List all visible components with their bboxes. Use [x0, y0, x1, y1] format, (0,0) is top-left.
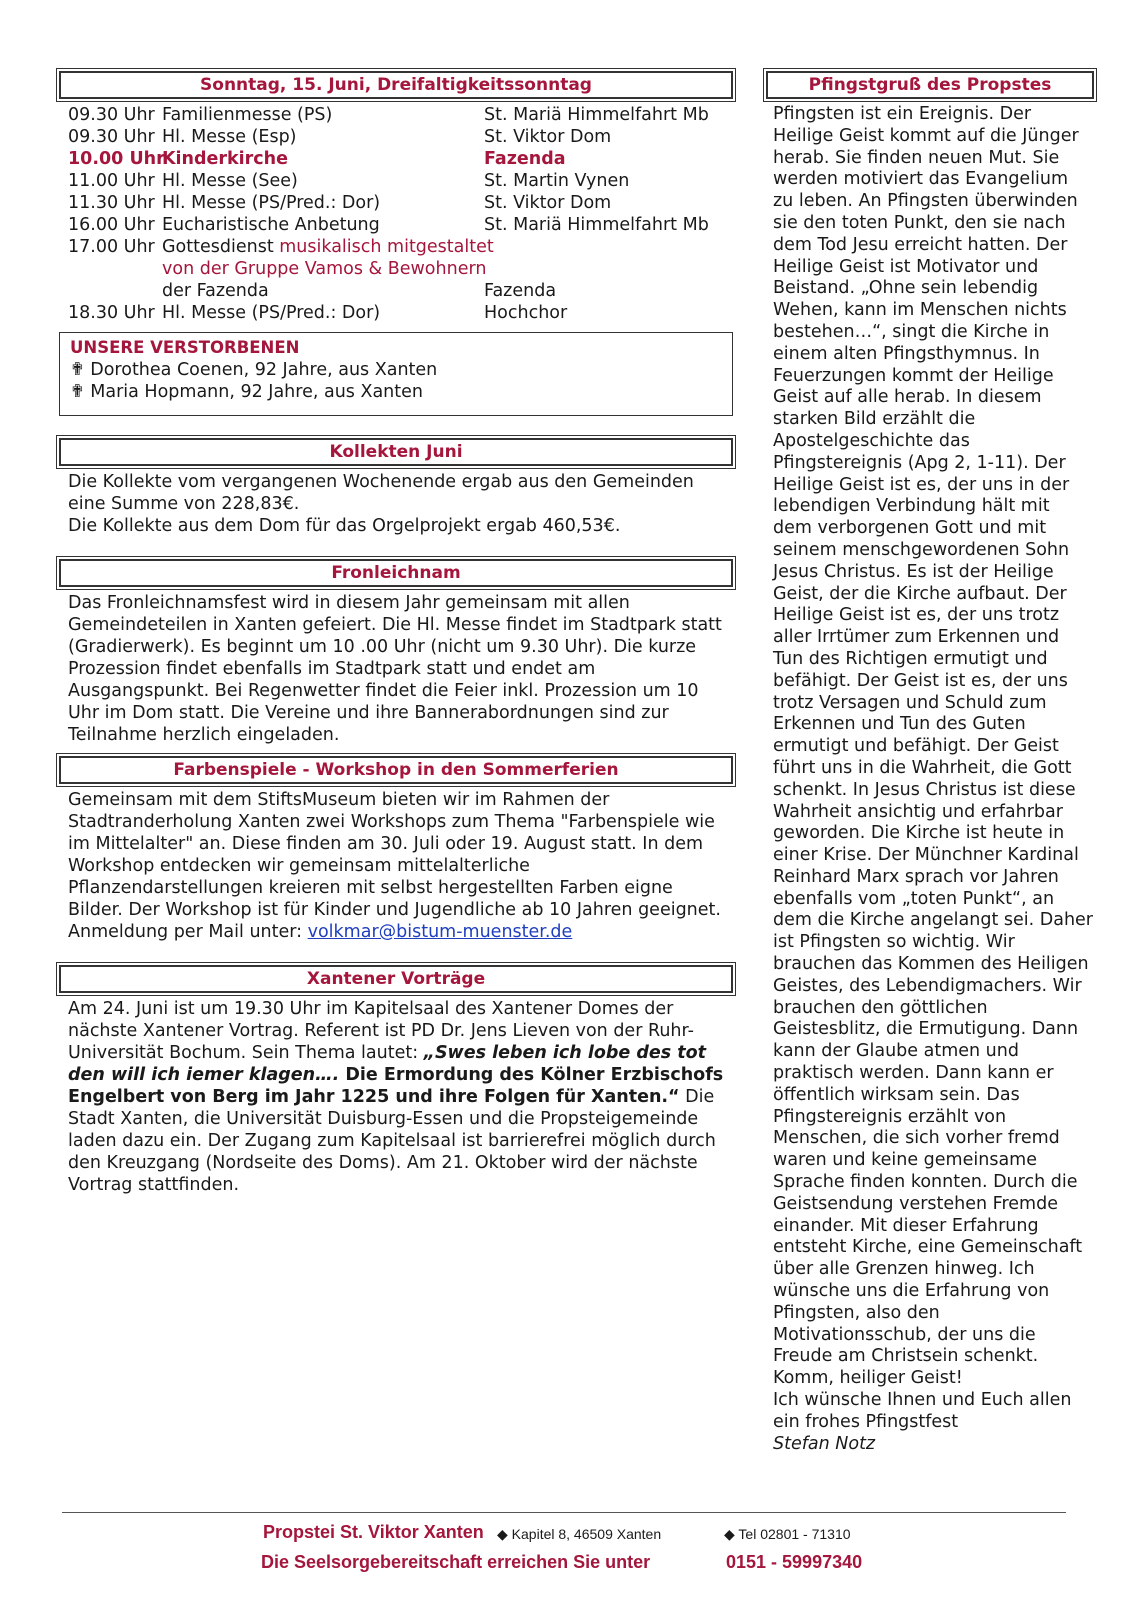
- schedule-time: 18.30 Uhr: [68, 303, 155, 323]
- schedule-row: [68, 104, 724, 126]
- kollekten-line: eine Summe von 228,83€.: [68, 494, 300, 514]
- footer-phone: 0151 - 59997340: [726, 1552, 863, 1572]
- tel-text: Tel 02801 - 71310: [738, 1526, 851, 1542]
- schedule-location: Fazenda: [484, 281, 557, 301]
- footer-divider: [62, 1512, 1066, 1513]
- fronleichnam-section: [56, 559, 736, 746]
- footer-reach: Die Seelsorgebereitschaft erreichen Sie unter: [261, 1552, 651, 1572]
- schedule-row-cont: [68, 280, 724, 302]
- memorial-name: Dorothea Coenen, 92 Jahre, aus Xanten: [90, 360, 438, 380]
- address-text: Kapitel 8, 46509 Xanten: [511, 1526, 662, 1542]
- cross-icon: ✟: [70, 382, 85, 402]
- event-text: Gottesdienst: [162, 237, 280, 257]
- vortraege-intro: Am 24. Juni ist um 19.30 Uhr im Kapitelsaal des Xantener Domes der nächste Xantener Vortrag. Referent ist PD Dr. Jens Lieven von der Ruhr-Universität Bochum. Sein Thema lautet:: [68, 999, 694, 1063]
- kollekten-line: Die Kollekte aus dem Dom für das Orgelprojekt ergab 460,53€.: [68, 516, 621, 536]
- schedule-location: St. Martin Vynen: [484, 171, 630, 191]
- farbenspiele-paragraph: Gemeinsam mit dem StiftsMuseum bieten wir im Rahmen der Stadtranderholung Xanten zwei Workshops zum Thema "Farbenspiele wie im Mittelalter" an. Diese finden am 30. Juli oder 19. August statt. In dem Workshop entdecken wir gemeinsam mittelalterliche Pflanzendarstellungen kreieren mit selbst hergestellten Farben eigne Bilder. Der Workshop ist für Kinder und Jugendliche ab 10 Jahren geeignet.: [68, 790, 721, 920]
- pfingstgruss-body: Pfingsten ist ein Ereignis. Der Heilige Geist kommt auf die Jünger herab. Sie finden neuen Mut. Sie werden motiviert das Evangelium zu leben. An Pfingsten überwinden sie den toten Punkt, den sie nach dem Tod Jesu erreicht hatten. Der Heilige Geist ist Motivator und Beistand. „Ohne sein lebendig Wehen, kann im Menschen nichts bestehen…“, singt die Kirche in einem alten Pfingsthymnus. In Feuerzungen kommt der Heilige Geist auf alle herab. In diesem starken Bild erzählt die Apostelgeschichte das Pfingstereignis (Apg 2, 1-11). Der Heilige Geist ist es, der uns in der lebendigen Verbindung hält mit dem verborgenen Gott und mit seinem menschgewordenen Sohn Jesus Christus. Es ist der Heilige Geist, der die Kirche aufbaut. Der Heilige Geist ist es, der uns trotz aller Irrtümer zum Erkennen und Tun des Richtigen ermutigt und befähigt. Der Geist ist es, der uns trotz Versagen und Schuld zum Erkennen und Tun des Guten ermutigt und befähigt. Der Geist führt uns in die Wahrheit, die Gott schenkt. In Jesus Christus ist diese Wahrheit ansichtig und erfahrbar geworden. Die Kirche ist heute in einer Krise. Der Münchner Kardinal Reinhard Marx sprach vor Jahren ebenfalls vom „toten Punkt“, an dem die Kirche angelangt sei. Daher ist Pfingsten so wichtig. Wir brauchen das Kommen des Heiligen Geistes, des Lebendigmachers. Wir brauchen den göttlichen Geistesblitz, die Ermutigung. Dann kann der Glaube atmen und praktisch werden. Dann kann er öffentlich wirksam sein. Das Pfingstereignis erzählt von Menschen, die sich vorher fremd waren und keine gemeinsame Sprache finden konnten. Durch die Geistsendung verstehen Fremde einander. Mit dieser Erfahrung entsteht Kirche, eine Gemeinschaft über alle Grenzen hinweg. Ich wünsche uns die Erfahrung von Pfingsten, also den Motivationsschub, der uns die Freude am Christsein schenkt.: [773, 104, 1093, 1367]
- schedule-event: von der Gruppe Vamos & Bewohnern: [162, 259, 487, 279]
- schedule-row: [68, 192, 724, 214]
- vortraege-title: Xantener Vorträge: [59, 965, 733, 993]
- schedule-event: Kinderkirche: [162, 149, 289, 169]
- schedule-time: 17.00 Uhr: [68, 237, 155, 257]
- schedule-event: Familienmesse (PS): [162, 105, 333, 125]
- schedule-location: St. Mariä Himmelfahrt Mb: [484, 215, 709, 235]
- schedule-row: [68, 302, 724, 324]
- schedule-time: 10.00 Uhr: [68, 149, 165, 169]
- farbenspiele-text: [56, 787, 736, 943]
- memorial-entry: [70, 381, 722, 403]
- schedule-location: St. Viktor Dom: [484, 127, 612, 147]
- email-link[interactable]: volkmar@bistum-muenster.de: [307, 922, 573, 942]
- pfingstgruss-text: [763, 102, 1097, 1455]
- schedule-time: 09.30 Uhr: [68, 127, 155, 147]
- vortraege-details: Die Stadt Xanten, die Universität Duisburg-Essen und die Propsteigemeinde laden dazu ein. Der Zugang zum Kapitelsaal ist barrierefrei möglich durch den Kreuzgang (Nordseite des Doms). Am 21. Oktober wird der nächste Vortrag stattfinden.: [68, 1087, 716, 1195]
- schedule-event: Hl. Messe (PS/Pred.: Dor): [162, 193, 381, 213]
- footer-org: Propstei St. Viktor Xanten: [263, 1522, 484, 1542]
- farbenspiele-title: Farbenspiele - Workshop in den Sommerferien: [59, 756, 733, 784]
- memorial-entry: [70, 359, 722, 381]
- schedule-row: [68, 170, 724, 192]
- schedule-event: Hl. Messe (Esp): [162, 127, 297, 147]
- memorial-box: [59, 332, 733, 416]
- fronleichnam-text: Das Fronleichnamsfest wird in diesem Jahr gemeinsam mit allen Gemeindeteilen in Xanten gefeiert. Die Hl. Messe findet im Stadtpark statt (Gradierwerk). Es beginnt um 10 .00 Uhr (nicht um 9.30 Uhr). Die kurze Prozession findet ebenfalls im Stadtpark statt und endet am Ausgangspunkt. Bei Regenwetter findet die Feier inkl. Prozession um 10 Uhr im Dom statt. Die Vereine und ihre Bannerabordnungen sind zur Teilnahme herzlich eingeladen.: [68, 593, 722, 745]
- footer-tel: [724, 1526, 851, 1543]
- kollekten-title: Kollekten Juni: [59, 438, 733, 466]
- event-text-accent: musikalisch mitgestaltet: [279, 237, 494, 257]
- pfingstgruss-closing: Ich wünsche Ihnen und Euch allen ein frohes Pfingstfest: [773, 1390, 1072, 1432]
- schedule-event: Hl. Messe (PS/Pred.: Dor): [162, 303, 381, 323]
- vortraege-quote: „Swes leben ich lobe des tot den will ich iemer klagen….: [68, 1043, 706, 1085]
- schedule-title: Sonntag, 15. Juni, Dreifaltigkeitssonntag: [59, 71, 733, 99]
- schedule-event: der Fazenda: [162, 281, 269, 301]
- schedule-row: [68, 214, 724, 236]
- diamond-icon: ◆: [724, 1526, 735, 1542]
- anmeldung-label: Anmeldung per Mail unter:: [68, 922, 308, 942]
- pfingstgruss-closing: Komm, heiliger Geist!: [773, 1368, 963, 1389]
- schedule-location: St. Mariä Himmelfahrt Mb: [484, 105, 709, 125]
- memorial-title: UNSERE VERSTORBENEN: [70, 338, 300, 357]
- vortraege-text: [56, 996, 736, 1196]
- schedule-event: [162, 236, 494, 258]
- vortraege-topic: Die Ermordung des Kölner Erzbischofs Engelbert von Berg im Jahr 1225 und ihre Folgen für Xanten.“: [68, 1065, 724, 1107]
- schedule-row: [68, 126, 724, 148]
- memorial-name: Maria Hopmann, 92 Jahre, aus Xanten: [90, 382, 423, 402]
- fronleichnam-title: Fronleichnam: [59, 559, 733, 587]
- vortraege-section: [56, 965, 736, 1196]
- kollekten-line: Die Kollekte vom vergangenen Wochenende ergab aus den Gemeinden: [68, 472, 694, 492]
- signature: Stefan Notz: [773, 1433, 876, 1454]
- schedule-event: Eucharistische Anbetung: [162, 215, 380, 235]
- diamond-icon: ◆: [497, 1526, 508, 1542]
- kollekten-section: [56, 438, 736, 537]
- left-column: [56, 68, 736, 1196]
- footer-address: [497, 1526, 661, 1543]
- schedule-row-special: [68, 236, 724, 258]
- schedule-event: Hl. Messe (See): [162, 171, 298, 191]
- schedule-row-cont: [68, 258, 724, 280]
- schedule-list: [56, 102, 736, 324]
- schedule-time: 16.00 Uhr: [68, 215, 155, 235]
- schedule-location: Hochchor: [484, 303, 568, 323]
- schedule-time: 11.30 Uhr: [68, 193, 155, 213]
- schedule-time: 11.00 Uhr: [68, 171, 155, 191]
- schedule-location: St. Viktor Dom: [484, 193, 612, 213]
- pfingstgruss-title: Pfingstgruß des Propstes: [766, 71, 1094, 99]
- farbenspiele-section: [56, 756, 736, 943]
- schedule-location: Fazenda: [484, 149, 566, 169]
- right-column: [763, 68, 1097, 1455]
- anmeldung-line: [68, 921, 724, 943]
- cross-icon: ✟: [70, 360, 85, 380]
- kollekten-text: [56, 469, 736, 537]
- schedule-time: 09.30 Uhr: [68, 105, 155, 125]
- schedule-row-highlight: [68, 148, 724, 170]
